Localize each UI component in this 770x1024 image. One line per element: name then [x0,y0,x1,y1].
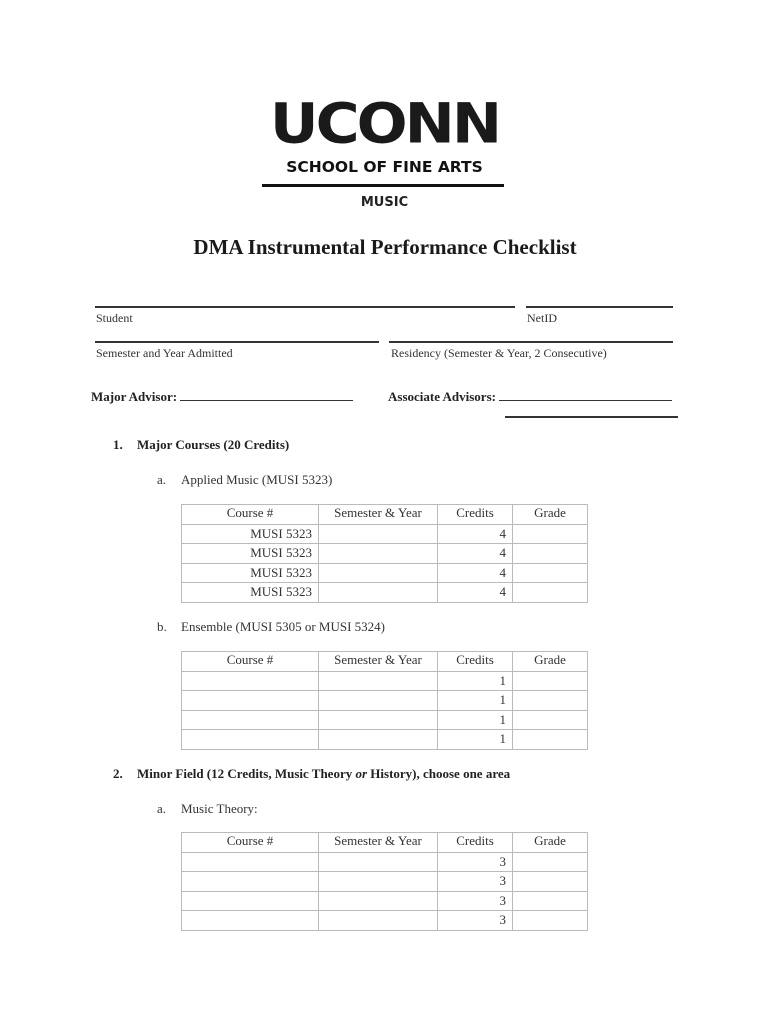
credits-cell[interactable]: 4 [438,583,513,603]
credits-cell[interactable]: 4 [438,524,513,544]
semester-admitted-field-line[interactable] [95,341,379,343]
grade-cell[interactable] [513,852,588,872]
logo-wordmark: UCONN [269,91,500,157]
major-advisor-label: Major Advisor: [91,389,178,404]
credits-cell[interactable]: 1 [438,671,513,691]
credits-cell[interactable]: 3 [438,852,513,872]
table-row [182,583,588,603]
subsection-letter: b. [157,619,167,634]
semester-cell[interactable] [319,524,438,544]
semester-cell[interactable] [319,583,438,603]
semester-admitted-label: Semester and Year Admitted [96,346,233,360]
section-number: 1. [113,437,123,452]
semester-cell[interactable] [319,852,438,872]
table-row [182,872,588,892]
associate-advisor-field-1[interactable] [499,388,672,401]
table-row [182,911,588,931]
course-table-ensemble [181,651,588,750]
course-cell[interactable] [182,891,319,911]
associate-advisor-field-2[interactable] [505,416,678,418]
col-header-course: Course # [182,652,319,672]
course-table-music-theory [181,832,588,931]
grade-cell[interactable] [513,872,588,892]
subsection-title: Applied Music (MUSI 5323) [181,472,333,487]
col-header-grade: Grade [513,505,588,525]
semester-cell[interactable] [319,872,438,892]
logo-school-name: SCHOOL OF FINE ARTS [286,158,483,176]
course-cell[interactable] [182,911,319,931]
table-row [182,852,588,872]
semester-cell[interactable] [319,911,438,931]
table-row [182,710,588,730]
semester-cell[interactable] [319,891,438,911]
subsection-letter: a. [157,472,167,487]
table-row [182,524,588,544]
course-table-applied-music [181,504,588,603]
logo-department: MUSIC [360,195,409,210]
course-cell[interactable] [182,730,319,750]
table-row [182,891,588,911]
grade-cell[interactable] [513,710,588,730]
credits-cell[interactable]: 4 [438,544,513,564]
col-header-semester: Semester & Year [319,833,438,853]
credits-cell[interactable]: 4 [438,563,513,583]
course-cell[interactable]: MUSI 5323 [182,583,319,603]
section-heading [113,437,289,453]
student-label: Student [96,311,133,325]
associate-advisors-row [388,388,672,405]
grade-cell[interactable] [513,544,588,564]
credits-cell[interactable]: 3 [438,872,513,892]
credits-cell[interactable]: 3 [438,911,513,931]
semester-cell[interactable] [319,544,438,564]
associate-advisors-label: Associate Advisors: [388,389,496,404]
credits-cell[interactable]: 1 [438,730,513,750]
course-cell[interactable] [182,852,319,872]
course-cell[interactable]: MUSI 5323 [182,544,319,564]
course-cell[interactable] [182,710,319,730]
section-title-emphasis: or [355,766,368,781]
credits-cell[interactable]: 3 [438,891,513,911]
subsection-title: Music Theory: [181,801,258,816]
col-header-course: Course # [182,505,319,525]
residency-field-line[interactable] [389,341,673,343]
subsection-heading [157,801,258,817]
semester-cell[interactable] [319,671,438,691]
section-number: 2. [113,766,123,781]
netid-label: NetID [527,311,557,325]
table-row [182,730,588,750]
semester-cell[interactable] [319,563,438,583]
section-title: Major Courses (20 Credits) [137,437,290,452]
col-header-credits: Credits [438,505,513,525]
grade-cell[interactable] [513,671,588,691]
subsection-heading [157,619,385,635]
col-header-course: Course # [182,833,319,853]
grade-cell[interactable] [513,563,588,583]
credits-cell[interactable]: 1 [438,710,513,730]
col-header-grade: Grade [513,652,588,672]
course-cell[interactable]: MUSI 5323 [182,524,319,544]
table-row [182,691,588,711]
course-cell[interactable] [182,872,319,892]
major-advisor-field[interactable] [180,388,353,401]
col-header-grade: Grade [513,833,588,853]
grade-cell[interactable] [513,911,588,931]
semester-cell[interactable] [319,710,438,730]
course-cell[interactable] [182,691,319,711]
section-title-part: History), choose one area [367,766,511,781]
col-header-semester: Semester & Year [319,652,438,672]
col-header-credits: Credits [438,652,513,672]
subsection-letter: a. [157,801,167,816]
course-cell[interactable] [182,671,319,691]
grade-cell[interactable] [513,524,588,544]
grade-cell[interactable] [513,730,588,750]
semester-cell[interactable] [319,730,438,750]
netid-field-line[interactable] [526,306,673,308]
section-heading [113,766,510,782]
major-advisor-row [91,388,353,405]
page-title: DMA Instrumental Performance Checklist [193,235,577,259]
grade-cell[interactable] [513,691,588,711]
table-row [182,671,588,691]
subsection-title: Ensemble (MUSI 5305 or MUSI 5324) [181,619,386,634]
col-header-semester: Semester & Year [319,505,438,525]
table-row [182,563,588,583]
credits-cell[interactable]: 1 [438,691,513,711]
course-cell[interactable]: MUSI 5323 [182,563,319,583]
logo-divider [262,184,504,187]
student-field-line[interactable] [95,306,515,308]
grade-cell[interactable] [513,583,588,603]
section-title-part: Minor Field (12 Credits, Music Theory [137,766,356,781]
subsection-heading [157,472,332,488]
grade-cell[interactable] [513,891,588,911]
residency-label: Residency (Semester & Year, 2 Consecutive) [391,346,607,360]
table-row [182,544,588,564]
col-header-credits: Credits [438,833,513,853]
semester-cell[interactable] [319,691,438,711]
